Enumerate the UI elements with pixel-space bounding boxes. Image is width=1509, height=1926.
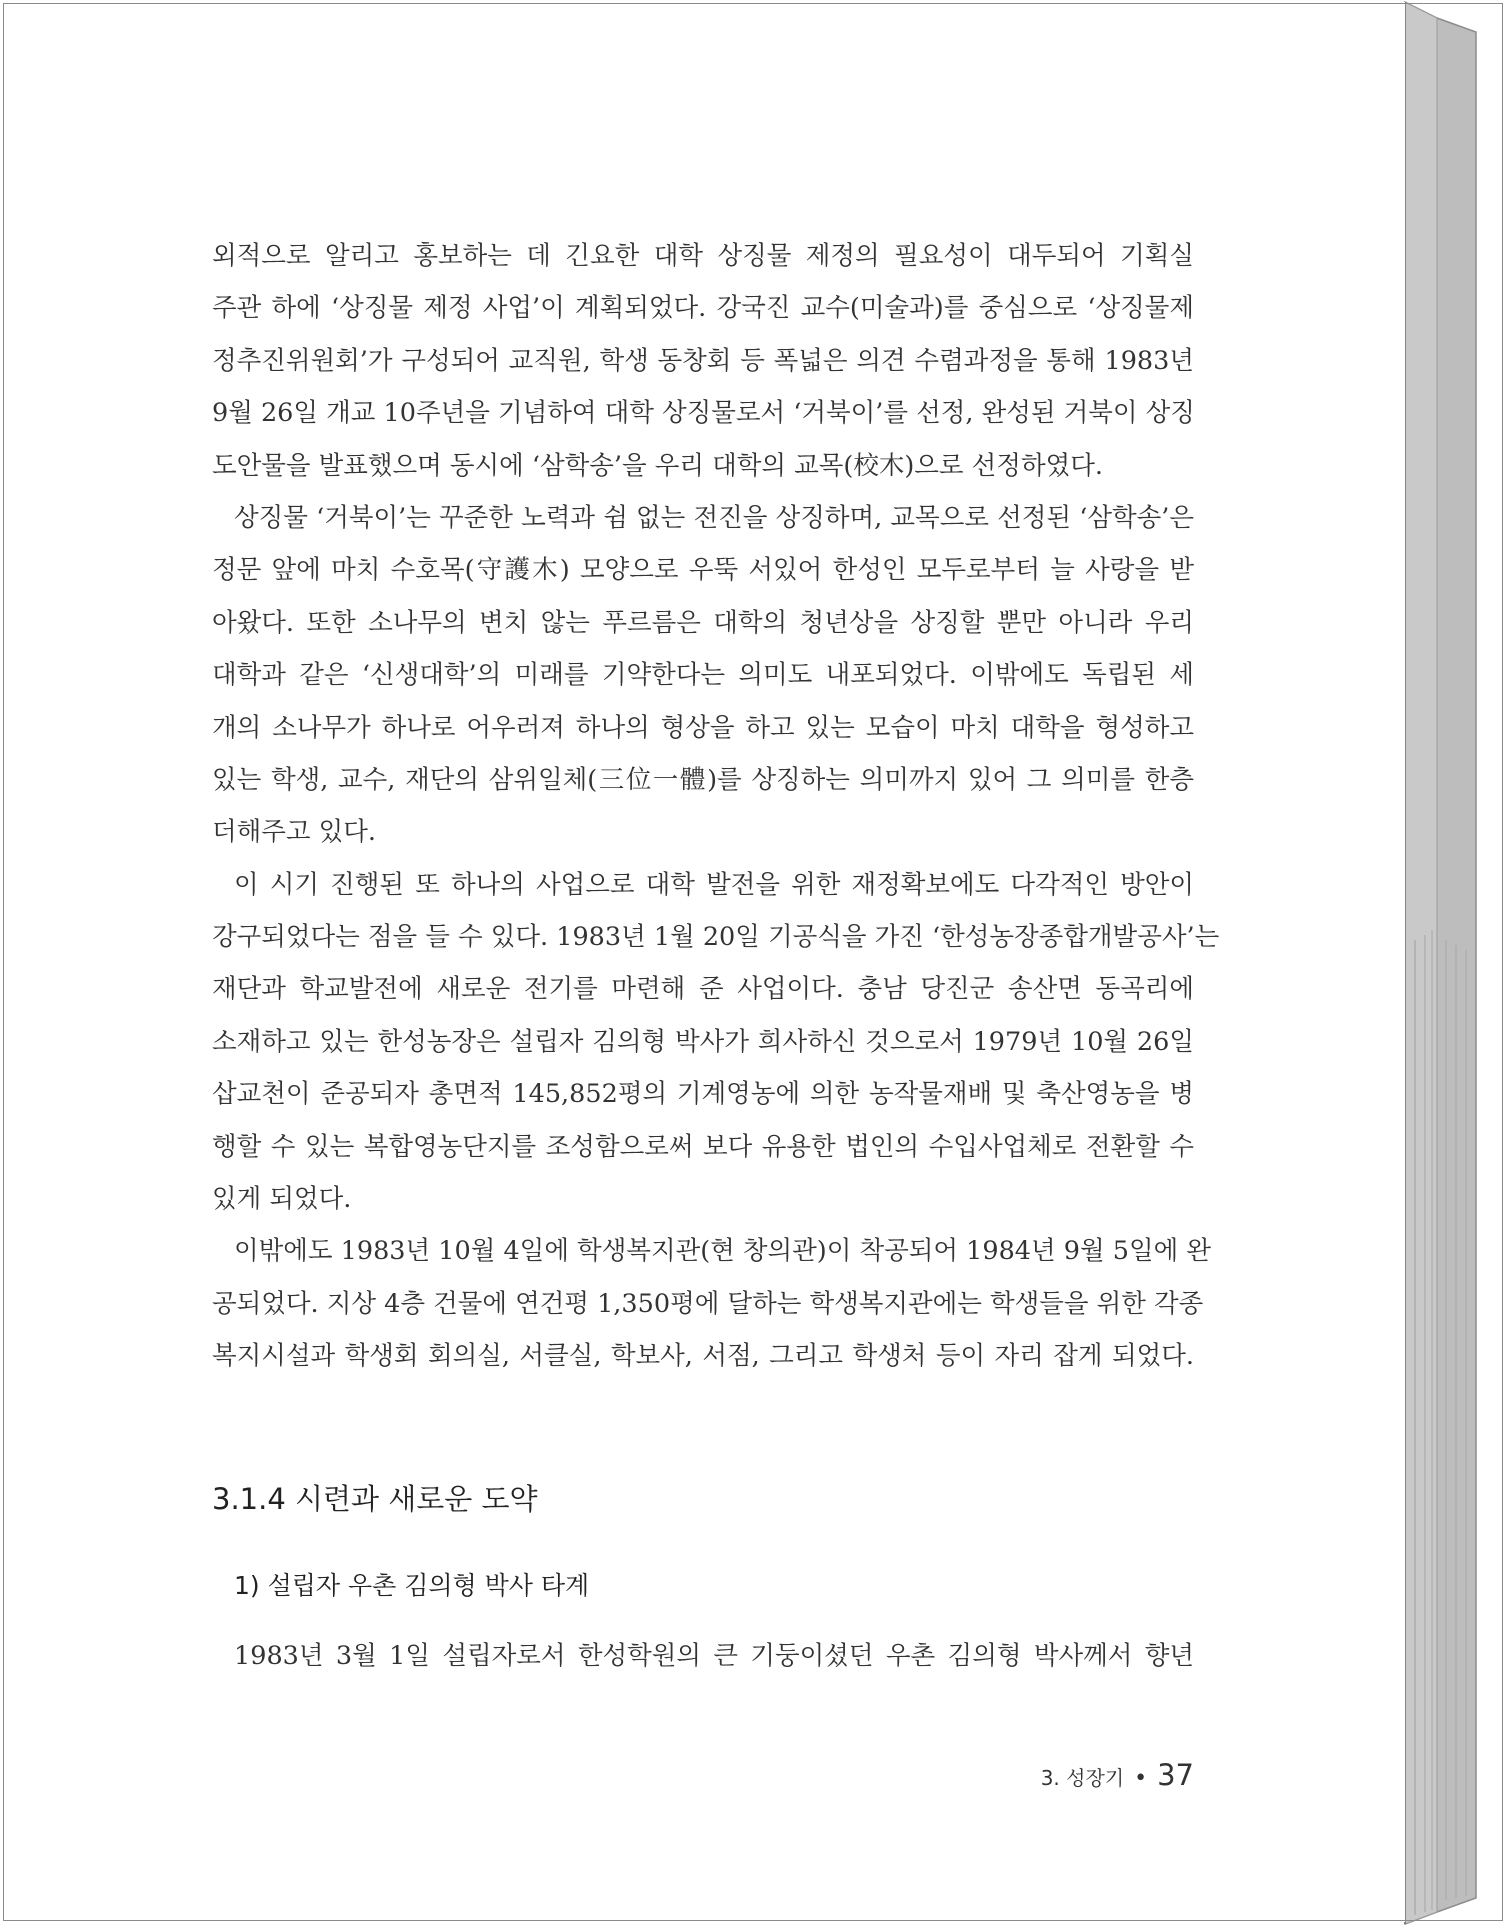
chapter-label: 3. 성장기: [1040, 1766, 1125, 1790]
footer-bullet: •: [1134, 1766, 1148, 1791]
text-line: 상징물 ‘거북이’는 꾸준한 노력과 쉼 없는 전진을 상징하며, 교목으로 선정된 ‘삼학송’은: [234, 502, 1194, 533]
body-text: [212, 230, 1220, 1383]
text-line: 행할 수 있는 복합영농단지를 조성함으로써 보다 유용한 법인의 수입사업체로 전환할 수: [212, 1131, 1194, 1162]
text-line: 아왔다. 또한 소나무의 변치 않는 푸르름은 대학의 청년상을 상징할 뿐만 아니라 우리: [212, 607, 1194, 638]
text-line: 도안물을 발표했으며 동시에 ‘삼학송’을 우리 대학의 교목(校木)으로 선정하였다.: [212, 450, 1103, 481]
text-line: 외적으로 알리고 홍보하는 데 긴요한 대학 상징물 제정의 필요성이 대두되어 기획실: [212, 241, 1194, 271]
text-line: 강구되었다는 점을 들 수 있다. 1983년 1월 20일 기공식을 가진 ‘한성농장종합개발공사’는: [212, 922, 1220, 953]
text-line: 주관 하에 ‘상징물 제정 사업’이 계획되었다. 강국진 교수(미술과)를 중심으로 ‘상징물제: [212, 293, 1194, 324]
text-line: 있는 학생, 교수, 재단의 삼위일체(三位一體)를 상징하는 의미까지 있어 그 의미를 한층: [212, 764, 1194, 795]
section-first-line: 1983년 3월 1일 설립자로서 한성학원의 큰 기둥이셨던 우촌 김의형 박사께서 향년: [234, 1641, 1194, 1671]
text-line: 삽교천이 준공되자 총면적 145,852평의 기계영농에 의한 농작물재배 및 축산영농을 병: [212, 1079, 1194, 1110]
subsection-heading: 1) 설립자 우촌 김의형 박사 타계: [234, 1571, 590, 1600]
text-line: 개의 소나무가 하나로 어우러져 하나의 형상을 하고 있는 모습이 마치 대학을 형성하고: [212, 712, 1194, 743]
text-line: 정문 앞에 마치 수호목(守護木) 모양으로 우뚝 서있어 한성인 모두로부터 늘 사랑을 받: [212, 555, 1194, 586]
page-footer: [1041, 1758, 1194, 1798]
text-line: 소재하고 있는 한성농장은 설립자 김의형 박사가 희사하신 것으로서 1979년 10월 26일: [212, 1026, 1194, 1057]
text-line: 대학과 같은 ‘신생대학’의 미래를 기약한다는 의미도 내포되었다. 이밖에도 독립된 세: [212, 660, 1194, 691]
text-line: 더해주고 있다.: [212, 817, 377, 848]
text-line: 9월 26일 개교 10주년을 기념하여 대학 상징물로서 ‘거북이’를 선정, 완성된 거북이 상징: [212, 398, 1195, 429]
text-line: 이밖에도 1983년 10월 4일에 학생복지관(현 창의관)이 착공되어 1984년 9월 5일에 완: [234, 1236, 1211, 1267]
section-heading: 3.1.4 시련과 새로운 도약: [212, 1482, 538, 1516]
text-line: 공되었다. 지상 4층 건물에 연건평 1,350평에 달하는 학생복지관에는 학생들을 위한 각종: [212, 1288, 1204, 1319]
text-line: 이 시기 진행된 또 하나의 사업으로 대학 발전을 위한 재정확보에도 다각적인 방안이: [234, 869, 1194, 900]
text-line: 정추진위원회’가 구성되어 교직원, 학생 동창회 등 폭넓은 의견 수렴과정을 통해 1983년: [212, 345, 1194, 376]
text-line: 있게 되었다.: [212, 1184, 352, 1215]
page-number: 37: [1157, 1758, 1194, 1792]
text-line: 복지시설과 학생회 회의실, 서클실, 학보사, 서점, 그리고 학생처 등이 자리 잡게 되었다.: [212, 1341, 1194, 1372]
text-line: 재단과 학교발전에 새로운 전기를 마련해 준 사업이다. 충남 당진군 송산면 동곡리에: [212, 974, 1194, 1005]
